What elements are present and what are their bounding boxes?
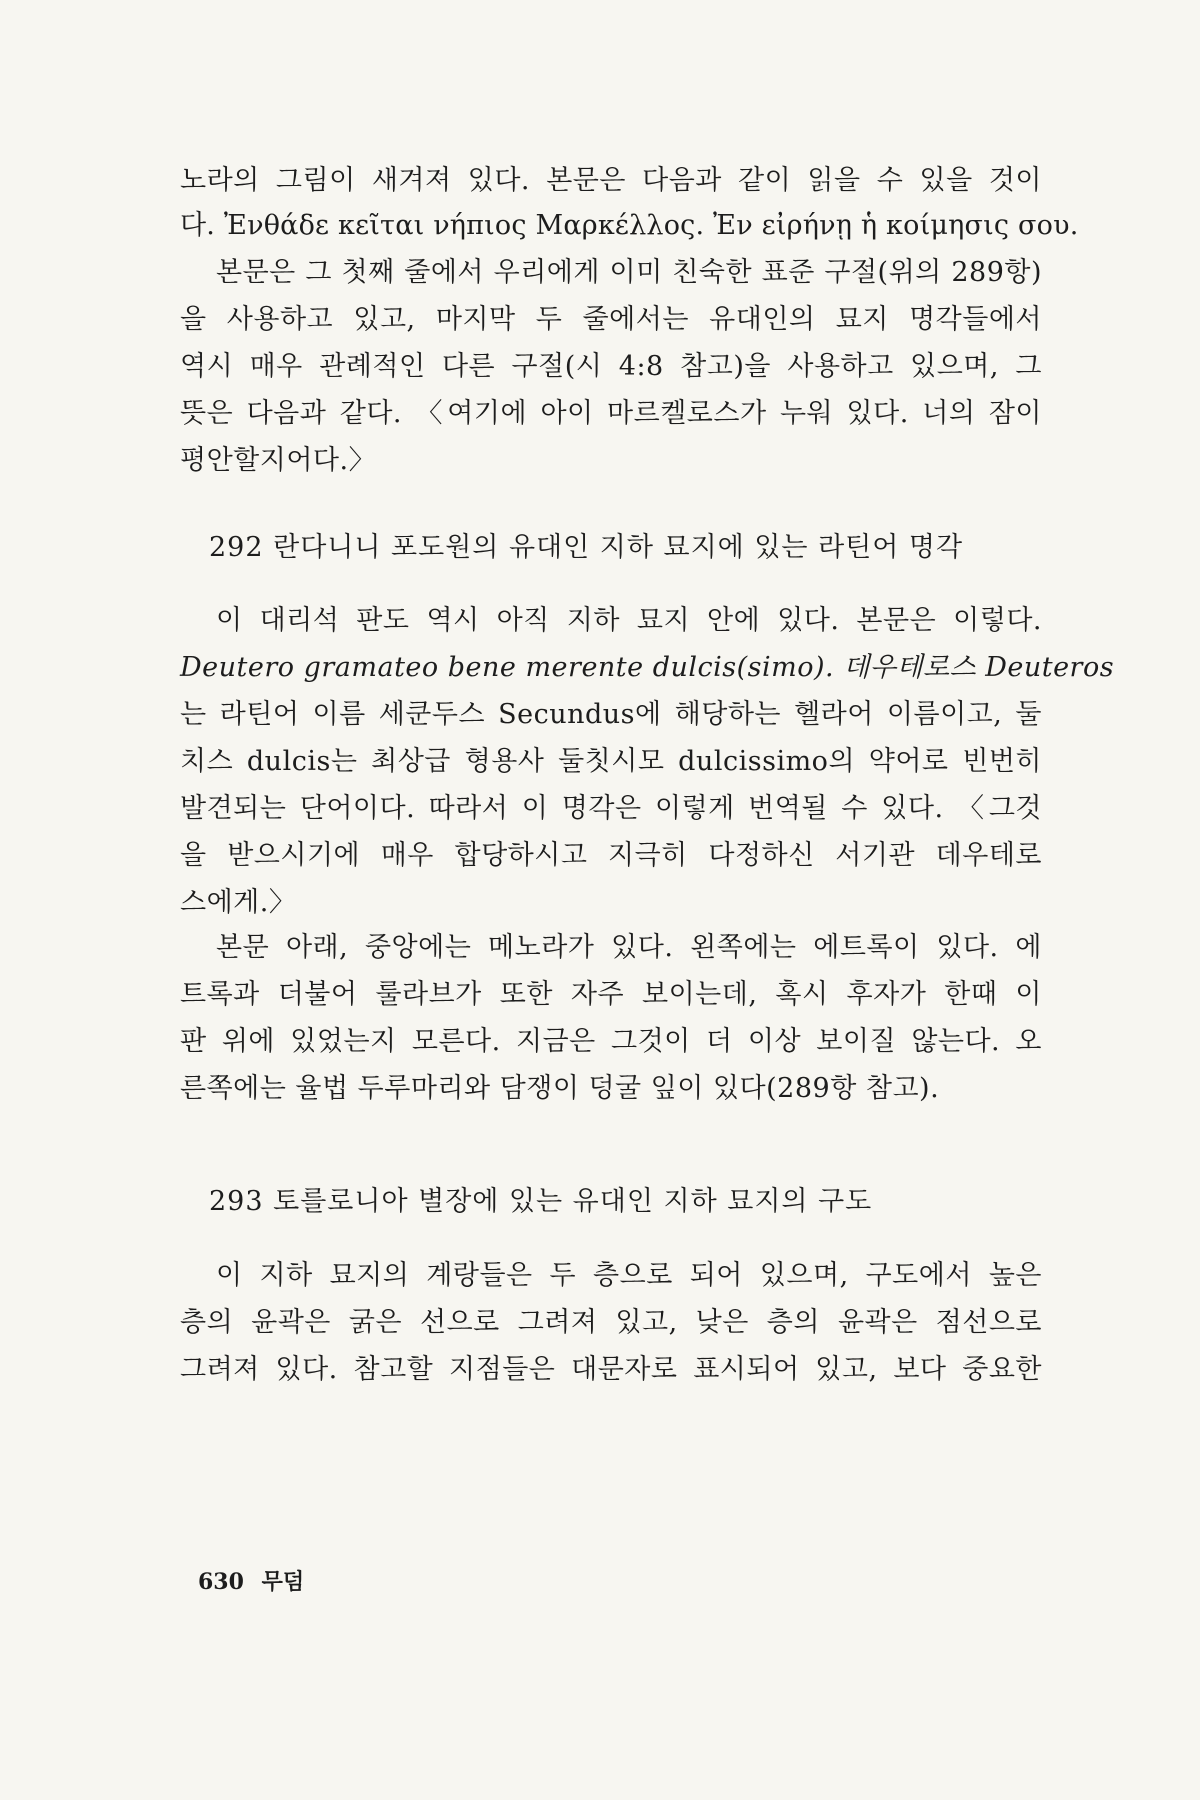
text-line: 층의 윤곽은 굵은 선으로 그려져 있고, 낮은 층의 윤곽은 점선으로 — [180, 1307, 1042, 1338]
text-line: 치스 dulcis는 최상급 형용사 둘칫시모 dulcissimo의 약어로 빈번히 — [180, 746, 1042, 777]
page-footer — [198, 1565, 304, 1596]
latin-inscription: Deutero gramateo bene merente dulcis(simo). 데우테로스 Deuteros — [180, 652, 1115, 683]
text-line: 을 사용하고 있고, 마지막 두 줄에서는 유대인의 묘지 명각들에서 — [180, 304, 1042, 335]
text-line: 판 위에 있었는지 모른다. 지금은 그것이 더 이상 보이질 않는다. 오 — [180, 1026, 1042, 1057]
text-line: 트록과 더불어 룰라브가 또한 자주 보이는데, 혹시 후자가 한때 이 — [180, 979, 1042, 1010]
text-line: 뜻은 다음과 같다. 〈여기에 아이 마르켈로스가 누워 있다. 너의 잠이 — [180, 398, 1042, 429]
text-line: 발견되는 단어이다. 따라서 이 명각은 이렇게 번역될 수 있다. 〈그것 — [180, 793, 1042, 824]
text-line: 른쪽에는 율법 두루마리와 담쟁이 덩굴 잎이 있다(289항 참고). — [180, 1073, 940, 1104]
text-line: 역시 매우 관례적인 다른 구절(시 4:8 참고)을 사용하고 있으며, 그 — [180, 351, 1042, 382]
text-line: 본문 아래, 중앙에는 메노라가 있다. 왼쪽에는 에트록이 있다. 에 — [216, 932, 1042, 963]
text-line: 스에게.〉 — [180, 887, 297, 918]
page-number: 630 — [198, 1569, 244, 1595]
text-line: 는 라틴어 이름 세쿤두스 Secundus에 해당하는 헬라어 이름이고, 둘 — [180, 699, 1042, 730]
text-line: 이 지하 묘지의 계랑들은 두 층으로 되어 있으며, 구도에서 높은 — [216, 1260, 1042, 1291]
text-line: 그려져 있다. 참고할 지점들은 대문자로 표시되어 있고, 보다 중요한 — [180, 1354, 1042, 1385]
text-line: 평안할지어다.〉 — [180, 445, 377, 476]
text-line: 을 받으시기에 매우 합당하시고 지극히 다정하신 서기관 데우테로 — [180, 840, 1042, 871]
text-line — [180, 648, 1115, 688]
text-line: 노라의 그림이 새겨져 있다. 본문은 다음과 같이 읽을 수 있을 것이 — [180, 165, 1042, 196]
text-line: 다. Ἐνθάδε κεῖται νήπιος Μαρκέλλος. Ἐν εἰρήνῃ ἡ κοίμησις σου. — [180, 210, 1079, 241]
section-292-heading: 292 란다니니 포도원의 유대인 지하 묘지에 있는 라틴어 명각 — [209, 532, 964, 563]
text-line: 본문은 그 첫째 줄에서 우리에게 이미 친숙한 표준 구절(위의 289항) — [216, 257, 1042, 288]
running-title: 무덤 — [261, 1569, 305, 1595]
text-line: 이 대리석 판도 역시 아직 지하 묘지 안에 있다. 본문은 이렇다. — [216, 605, 1042, 636]
section-293-heading: 293 토를로니아 별장에 있는 유대인 지하 묘지의 구도 — [209, 1186, 873, 1217]
